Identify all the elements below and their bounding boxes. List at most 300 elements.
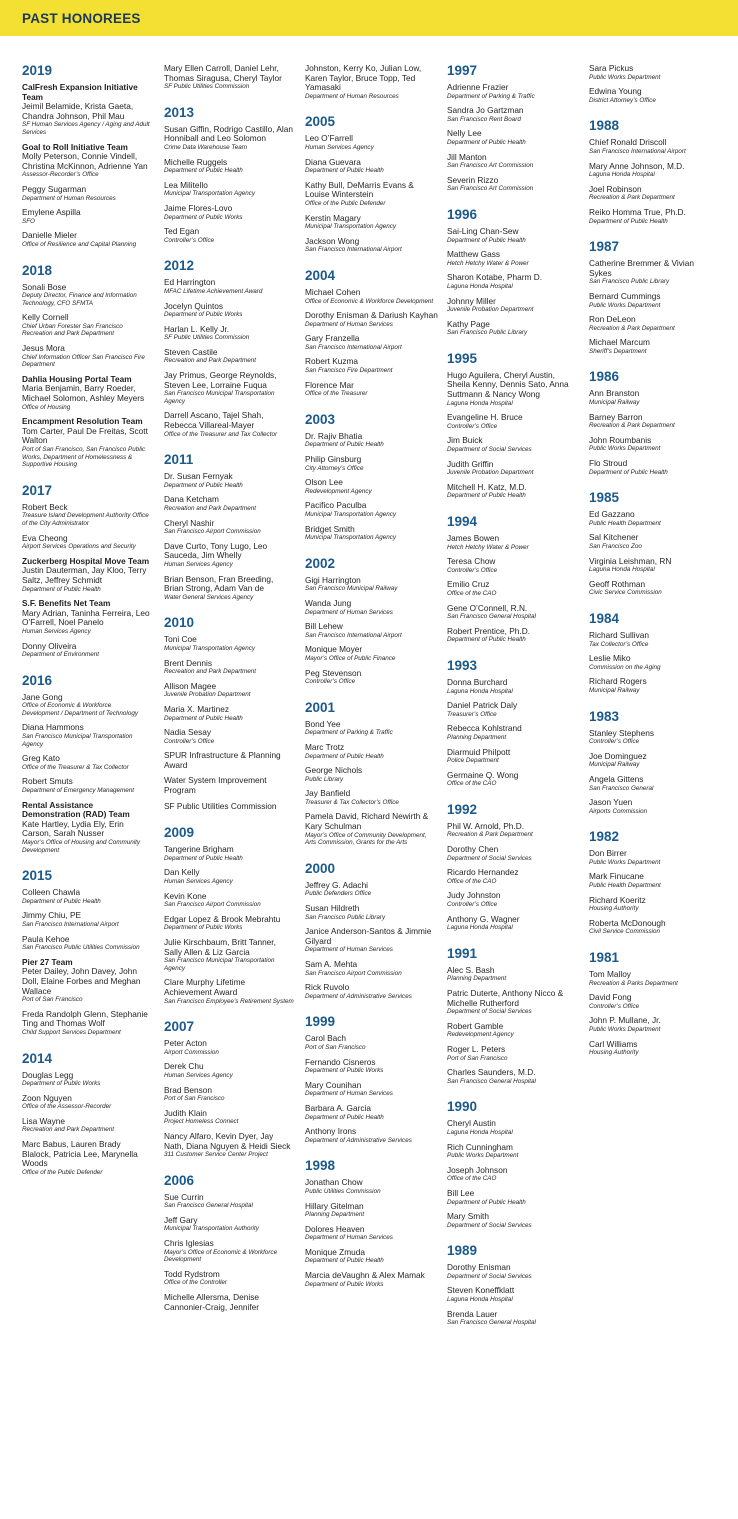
honoree-entry [164, 371, 294, 405]
honoree-entry [305, 525, 439, 542]
department: Airport Services Operations and Security [22, 543, 136, 551]
honoree-entry [164, 802, 294, 812]
honoree-entry [447, 460, 573, 477]
honoree-name: Chief Ronald Driscoll [589, 137, 667, 148]
year-heading: 2014 [22, 1050, 53, 1066]
honoree-name: Clare Murphy Lifetime Achievement Award [164, 977, 246, 997]
honoree-entry [305, 927, 439, 954]
honoree-entry [22, 888, 150, 905]
honoree-name: Sue Currin [164, 1191, 204, 1202]
department: Housing Authority [589, 1049, 639, 1057]
honoree-name: Catherine Bremmer & Vivian Sykes [589, 258, 694, 278]
department: Hetch Hetchy Water & Power [447, 543, 529, 551]
department: Office of the CAO [447, 1175, 497, 1183]
department: Municipal Transportation Agency [305, 223, 397, 231]
honoree-entry [22, 208, 150, 225]
department: Human Services Agency [164, 560, 233, 568]
department: Public Works Department [589, 73, 661, 81]
year-heading: 1996 [447, 206, 478, 222]
honoree-entry [589, 64, 717, 81]
honoree-name: Jay Primus, George Reynolds, Steven Lee, Lorraine Fuqua [164, 370, 277, 390]
honoree-name: Pacifico Paculba [305, 500, 367, 511]
honoree-name: Freda Randolph Glenn, Stephanie Ting and Thomas Wolf [22, 1008, 148, 1029]
department: City Attorney’s Office [305, 464, 364, 472]
department: Mayor’s Office of Public Finance [305, 654, 396, 662]
honoree-name: Ron DeLeon [589, 314, 636, 325]
honoree-name: Mary Ellen Carroll, Daniel Lehr, Thomas Siragusa, Cheryl Taylor [164, 63, 282, 83]
department: Civic Service Commission [589, 589, 662, 597]
honoree-entry [447, 1310, 573, 1327]
department: San Francisco Municipal Transportation Agency [164, 957, 275, 972]
honoree-name: Dana Ketcham [164, 494, 219, 505]
department: Department of Administrative Services [305, 992, 412, 1000]
honoree-entry [589, 919, 717, 936]
honoree-name: Sonali Bose [22, 281, 67, 292]
honoree-entry [589, 533, 717, 550]
department: San Francisco Municipal Transportation Agency [22, 733, 133, 748]
honoree-name: Charles Saunders, M.D. [447, 1067, 536, 1078]
honoree-name: Virginia Leishman, RN [589, 555, 672, 566]
year-heading: 1984 [589, 610, 620, 626]
department: Office of the CAO [447, 877, 497, 885]
department: Department of Parking & Traffic [305, 729, 393, 737]
department: Public Works Department [447, 1152, 519, 1160]
honoree-entry [164, 978, 294, 1005]
department: Municipal Railway [589, 761, 640, 769]
honoree-entry [447, 724, 573, 741]
honoree-name: Mary Anne Johnson, M.D. [589, 160, 685, 171]
department: Office of the Controller [164, 1279, 227, 1287]
honoree-entry [164, 1239, 294, 1264]
honoree-name: Dr. Rajiv Bhatia [305, 430, 363, 441]
honoree-name: Brian Benson, Fran Breeding, Brian Strong, Adam Van de [164, 573, 274, 594]
honoree-entry [305, 1202, 439, 1219]
honoree-name: Marc Trotz [305, 741, 345, 752]
honoree-name: Flo Stroud [589, 458, 628, 469]
department: Department of Human Resources [22, 194, 116, 202]
honoree-entry [22, 754, 150, 771]
honoree-name: Maria X. Martinez [164, 703, 230, 714]
honoree-name: Hugo Aguilera, Cheryl Austin, Sheila Kenny, Dennis Sato, Anna Suttmann & Nancy Wong [447, 369, 569, 400]
honoree-entry [305, 334, 439, 351]
honoree-name: Joseph Johnson [447, 1164, 508, 1175]
department: Department of Human Services [305, 1234, 393, 1242]
department: Redevelopment Agency [447, 1031, 514, 1039]
honoree-name: Robert Kuzma [305, 356, 359, 367]
honoree-entry [589, 162, 717, 179]
honoree-entry [447, 989, 573, 1016]
honoree-name: Hillary Gitelman [305, 1200, 364, 1211]
honoree-entry [447, 1119, 573, 1136]
honoree-entry [305, 1058, 439, 1075]
year-heading: 2007 [164, 1019, 195, 1035]
honoree-entry [22, 1140, 150, 1176]
department: Public Works Department [589, 1026, 661, 1033]
honoree-entry [589, 292, 717, 309]
department: Department of Social Services [447, 1221, 532, 1229]
year-heading: 2012 [164, 258, 195, 274]
honoree-name: Edgar Lopez & Brook Mebrahtu [164, 913, 281, 924]
honoree-entry [447, 273, 573, 290]
team-name: Encampment Resolution Team [22, 416, 143, 427]
department: San Francisco General Hospital [447, 1077, 536, 1085]
honoree-entry [589, 993, 717, 1010]
department: Municipal Railway [589, 399, 640, 407]
team-name: Goal to Roll Initiative Team [22, 141, 128, 152]
year-heading: 1987 [589, 239, 620, 255]
honoree-entry [447, 822, 573, 839]
department: Department of Human Services [305, 1090, 393, 1098]
honoree-entry [164, 1132, 294, 1159]
honoree-entry [164, 915, 294, 932]
department: Treasurer & Tax Collector’s Office [305, 798, 399, 806]
honoree-entry [164, 472, 294, 489]
year-heading: 1990 [447, 1099, 478, 1115]
department: San Francisco Airport Commission [164, 901, 261, 909]
department: Controller’s Office [305, 678, 356, 686]
team-name: Zuckerberg Hospital Move Team [22, 555, 150, 566]
honoree-name: Leo O’Farrell [305, 133, 353, 144]
honoree-name: David Fong [589, 992, 632, 1003]
department: San Francisco General Hospital [447, 1319, 536, 1327]
department: Department of Public Health [447, 492, 526, 500]
honoree-column [164, 64, 294, 1318]
department: Office of the CAO [447, 589, 497, 597]
department: Department of Social Services [447, 854, 532, 862]
team-name: S.F. Benefits Net Team [22, 598, 111, 609]
department: Treasurer’s Office [447, 710, 497, 718]
honoree-entry [589, 1016, 717, 1033]
honoree-entry [589, 631, 717, 648]
department: Controller’s Office [589, 1002, 640, 1010]
honoree-name: Rich Cunningham [447, 1141, 513, 1152]
honoree-entry [305, 1248, 439, 1265]
honoree-name: Dorothy Enisman [447, 1262, 511, 1273]
department: Controller’s Office [447, 566, 498, 574]
department: Department of Public Works [305, 1067, 384, 1075]
department: Department of Public Health [589, 217, 668, 225]
honoree-name: Severin Rizzo [447, 174, 499, 185]
honoree-name: Sai-Ling Chan-Sew [447, 225, 519, 236]
honoree-entry [22, 313, 150, 338]
honoree-entry [447, 227, 573, 244]
honoree-entry [447, 106, 573, 123]
honoree-entry [22, 642, 150, 659]
honoree-name: SPUR Infrastructure & Planning Award [164, 750, 281, 770]
honoree-name: Steven Castile [164, 346, 218, 357]
department: Controller’s Office [164, 737, 215, 745]
honoree-entry [164, 868, 294, 885]
honoree-name: Gary Franzella [305, 333, 360, 344]
year-heading: 1981 [589, 950, 620, 966]
honoree-entry [447, 436, 573, 453]
honoree-name: Bridget Smith [305, 523, 355, 534]
honoree-name: Darrell Ascano, Tajel Shah, Rebecca Villareal-Mayer [164, 410, 264, 431]
year-heading: 1988 [589, 118, 620, 134]
honoree-entry [589, 798, 717, 815]
department: Department of Public Health [164, 714, 243, 722]
department: Office of the Treasurer & Tax Collector [22, 763, 129, 771]
department: Department of Public Health [589, 468, 668, 476]
honoree-name: John Roumbanis [589, 434, 652, 445]
honoree-name: Michelle Allersma, Denise Cannonier-Craig, Jennifer [164, 1292, 260, 1312]
department: Office of the Public Defender [305, 199, 386, 207]
department: Laguna Honda Hospital [589, 171, 655, 179]
honoree-name: Robert Smuts [22, 776, 73, 787]
department: SFO [22, 217, 35, 225]
honoree-entry [589, 413, 717, 430]
honoree-name: Jill Manton [447, 151, 487, 162]
department: Child Support Services Department [22, 1028, 121, 1036]
honoree-entry [305, 669, 439, 686]
year-heading: 2006 [164, 1172, 195, 1188]
honoree-entry [305, 1178, 439, 1195]
honoree-entry [447, 915, 573, 932]
department: Department of Public Health [305, 1257, 384, 1265]
department: Office of Economic & Workforce Development / Department of Technology [22, 702, 138, 717]
honoree-name: Kathy Bull, DeMarris Evans & Louise Winterstein [305, 179, 414, 200]
honoree-name: Danielle Mieler [22, 230, 77, 241]
department: Department of Public Works [164, 213, 243, 221]
department: Department of Human Services [305, 946, 393, 954]
honoree-entry [164, 1270, 294, 1287]
honoree-entry [447, 320, 573, 337]
department: Port of San Francisco [447, 1054, 508, 1062]
year-heading: 1997 [447, 63, 478, 78]
honoree-name: Adrienne Frazier [447, 82, 509, 92]
honoree-entry [589, 580, 717, 597]
honoree-name: Anthony Irons [305, 1126, 357, 1137]
honoree-name: James Bowen [447, 533, 500, 543]
honoree-name: Emilio Cruz [447, 579, 490, 590]
honoree-name: Carol Bach [305, 1033, 347, 1044]
honoree-column [447, 63, 573, 1333]
honoree-name: SF Public Utilities Commission [164, 800, 277, 811]
honoree-name: Monique Zmuda [305, 1246, 365, 1257]
honoree-name: Mary Smith [447, 1211, 489, 1222]
honoree-name: Fernando Cisneros [305, 1056, 376, 1067]
honoree-name: Brent Dennis [164, 657, 212, 668]
honoree-name: Kerstin Magary [305, 212, 361, 223]
honoree-name: Susan Hildreth [305, 903, 360, 914]
department: Human Services Agency [164, 878, 233, 886]
honoree-entry [447, 748, 573, 765]
honoree-entry [22, 693, 150, 718]
honoree-name: Derek Chu [164, 1061, 204, 1072]
department: Office of the CAO [447, 780, 497, 788]
year-heading: 2019 [22, 63, 53, 78]
department: Airport Commission [164, 1048, 219, 1056]
department: Department of Public Works [305, 1280, 384, 1288]
department: Department of Social Services [447, 1272, 532, 1280]
honoree-entry [447, 153, 573, 170]
team-name: Pier 27 Team [22, 956, 73, 967]
honoree-name: Sal Kitchener [589, 532, 639, 543]
honoree-entry [305, 1104, 439, 1121]
honoree-name: Steven Koneffklatt [447, 1285, 515, 1296]
department: Municipal Transportation Agency [305, 534, 397, 542]
department: Recreation and Park Department [164, 505, 257, 512]
department: San Francisco International Airport [305, 343, 402, 351]
department: Port of San Francisco [22, 996, 83, 1004]
honoree-entry [22, 375, 150, 411]
honoree-name: Chris Iglesias [164, 1238, 214, 1249]
department: Office of Resilience and Capital Planning [22, 240, 137, 248]
department: SF Human Services Agency / Aging and Adult Services [22, 121, 150, 136]
honoree-name: Jaime Flores-Lovo [164, 202, 233, 213]
honoree-name: Rebecca Kohlstrand [447, 723, 522, 734]
honoree-entry [447, 557, 573, 574]
department: Recreation & Parks Department [589, 979, 678, 987]
honoree-entry [164, 64, 294, 91]
honoree-entry [164, 302, 294, 319]
department: Department of Environment [22, 651, 99, 659]
honoree-name: Angela Gittens [589, 773, 644, 784]
year-heading: 1998 [305, 1158, 336, 1174]
department: Human Services Agency [305, 143, 374, 151]
department: Mayor’s Office of Community Development, Arts Commission, Grants for the Arts [305, 831, 427, 847]
year-heading: 2010 [164, 615, 195, 631]
honoree-entry [22, 534, 150, 551]
honoree-entry [447, 1263, 573, 1280]
honoree-name: Rick Ruvolo [305, 982, 350, 993]
honoree-name: Richard Koeritz [589, 894, 646, 905]
department: Department of Emergency Management [22, 787, 135, 795]
honoree-entry [22, 599, 150, 635]
honoree-entry [164, 635, 294, 652]
department: San Francisco Employee’s Retirement System [164, 997, 294, 1005]
honoree-entry [447, 701, 573, 718]
honoree-entry [305, 237, 439, 254]
honoree-name: Jeffrey G. Adachi [305, 879, 369, 890]
department: Police Department [447, 757, 499, 765]
department: Recreation and Park Department [164, 357, 257, 365]
department: Recreation & Park Department [589, 422, 675, 430]
department: Redevelopment Agency [305, 487, 372, 495]
honoree-entry [164, 751, 294, 770]
department: Project Homeless Connect [164, 1118, 239, 1126]
honoree-entry [164, 181, 294, 198]
honoree-name: Toni Coe [164, 634, 197, 645]
honoree-entry [447, 413, 573, 430]
honoree-entry [305, 812, 439, 846]
department: Water General Services Agency [164, 593, 254, 601]
honoree-name: Richard Rogers [589, 676, 647, 687]
honoree-name: Johnston, Kerry Ko, Julian Low, Karen Taylor, Bruce Topp, Ted Yamasaki [305, 63, 422, 93]
honoree-name: Nadia Sesay [164, 727, 212, 738]
honoree-name: Cheryl Austin [447, 1118, 496, 1129]
honoree-entry [164, 204, 294, 221]
department: 311 Customer Service Center Project [164, 1151, 268, 1159]
honoree-entry [589, 510, 717, 527]
department: San Francisco Rent Board [447, 115, 521, 123]
honoree-name: Mark Finucane [589, 871, 644, 882]
honoree-name: Ed Harrington [164, 277, 216, 288]
department: Planning Department [447, 733, 507, 741]
honoree-entry [22, 83, 150, 137]
honoree-entry [589, 970, 717, 987]
honoree-entry [164, 158, 294, 175]
honoree-name: Janice Anderson-Santos & Jimmie Gilyard [305, 926, 432, 946]
department: Recreation and Park Department [164, 668, 257, 676]
honoree-name: Diana Hammons [22, 722, 84, 733]
honoree-name: Don Birrer [589, 848, 627, 859]
honoree-entry [22, 344, 150, 369]
honoree-entry [305, 789, 439, 806]
honoree-entry [22, 958, 150, 1004]
honoree-name: Johnny Miller [447, 295, 496, 306]
department: Public Works Department [589, 445, 661, 453]
honoree-entry [447, 1212, 573, 1229]
honoree-entry [164, 1039, 294, 1056]
honoree-entry [22, 1010, 150, 1037]
year-heading: 1992 [447, 801, 478, 817]
department: Municipal Transportation Agency [305, 511, 397, 518]
honoree-name: Edwina Young [589, 86, 642, 97]
honoree-name: Diana Guevara [305, 156, 361, 167]
honoree-name: Nelly Lee [447, 128, 482, 139]
honoree-name: Tom Carter, Paul De Freitas, Scott Walton [22, 425, 148, 446]
honoree-name: Ed Gazzano [589, 509, 635, 520]
honoree-name: Todd Rydstrom [164, 1268, 220, 1279]
department: Laguna Honda Hospital [589, 566, 655, 574]
honoree-name: Bernard Cummings [589, 290, 661, 301]
honoree-column [22, 63, 150, 1182]
honoree-name: Maria Benjamin, Barry Roeder, Michael Solomon, Ashley Meyers [22, 383, 145, 404]
department: Chief Information Officer San Francisco Fire Department [22, 353, 145, 369]
department: Department of Public Health [447, 138, 526, 146]
year-heading: 2005 [305, 114, 336, 130]
team-name: Dahlia Housing Portal Team [22, 373, 132, 384]
department: Department of Public Works [164, 924, 243, 932]
department: Office of the Treasurer [305, 390, 368, 398]
honoree-name: Harlan L. Kelly Jr. [164, 323, 230, 334]
honoree-name: Ann Branston [589, 388, 640, 399]
honoree-name: Sam A. Mehta [305, 959, 358, 969]
department: Public Health Department [589, 882, 661, 890]
honoree-entry [447, 83, 573, 100]
department: Department of Public Health [305, 1113, 384, 1121]
department: Public Utilities Commission [305, 1187, 381, 1195]
honoree-name: Dan Kelly [164, 867, 200, 878]
year-heading: 2018 [22, 262, 53, 278]
honoree-entry [164, 575, 294, 602]
honoree-name: Justin Dauterman, Jay Kloo, Terry Saltz, Jeffrey Schmidt [22, 565, 147, 585]
department: San Francisco International Airport [589, 147, 686, 155]
department: Office of Housing [22, 403, 71, 411]
honoree-name: Bill Lehew [305, 621, 343, 632]
honoree-name: Michael Marcum [589, 337, 650, 348]
department: San Francisco Public Utilities Commission [22, 944, 140, 952]
honoree-name: Peter Dailey, John Davey, John Doll, Elaine Forbes and Meghan Wallace [22, 966, 141, 996]
department: San Francisco Public Library [305, 913, 386, 921]
honoree-name: Bill Lee [447, 1187, 475, 1198]
honoree-name: Kathy Page [447, 318, 490, 329]
honoree-entry [305, 1271, 439, 1288]
honoree-entry [164, 125, 294, 152]
honoree-entry [447, 604, 573, 621]
department: Laguna Honda Hospital [447, 924, 513, 932]
honoree-entry [589, 896, 717, 913]
honoree-name: Jay Banfield [305, 788, 351, 799]
honoree-name: Dave Curto, Tony Lugo, Leo Sauceda, Jim Whelly [164, 540, 268, 561]
department: San Francisco Municipal Transportation Agency [164, 390, 275, 405]
department: Controller’s Office [447, 901, 498, 909]
honoree-entry [164, 705, 294, 722]
honoree-name: Jane Gong [22, 691, 63, 702]
honoree-entry [589, 138, 717, 155]
honoree-name: Teresa Chow [447, 556, 496, 567]
